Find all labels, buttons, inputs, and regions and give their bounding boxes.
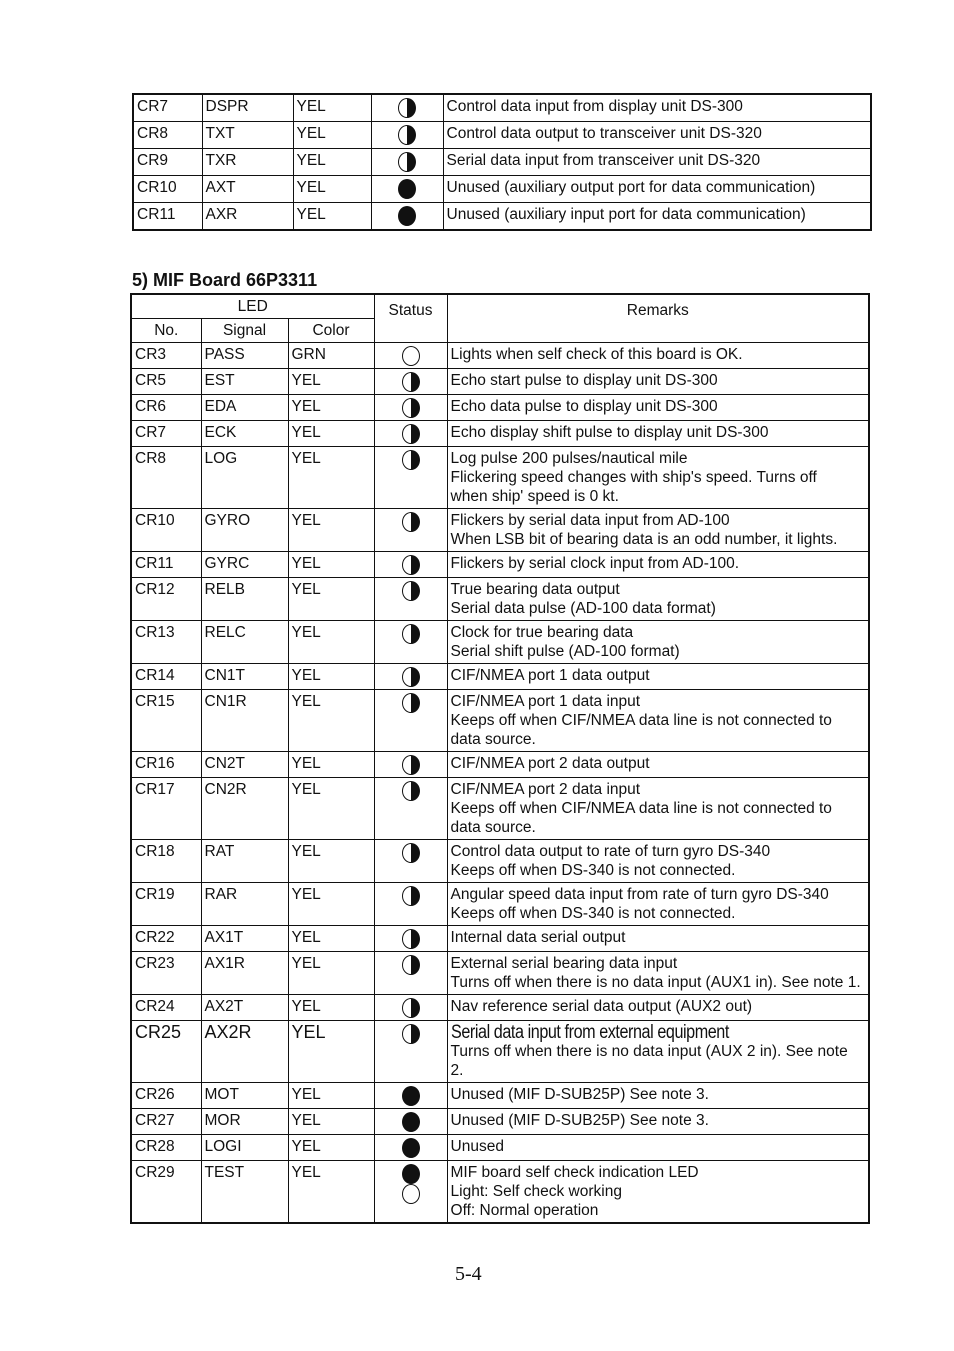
- led-color: YEL: [288, 447, 374, 509]
- led-signal: AX1T: [201, 926, 288, 952]
- remark-line: Unused (auxiliary input port for data communication): [446, 206, 806, 223]
- header-remarks: Remarks: [447, 294, 869, 343]
- led-number: CR28: [131, 1135, 201, 1161]
- led-remarks: [447, 926, 869, 952]
- remark-line: Angular speed data input from rate of turn gyro DS-340: [450, 886, 829, 903]
- led-status: [374, 995, 447, 1021]
- led-status: [371, 203, 443, 231]
- remark-line: when ship' speed is 0 kt.: [450, 488, 619, 505]
- led-status: [374, 664, 447, 690]
- led-color: YEL: [288, 369, 374, 395]
- led-number: CR11: [131, 552, 201, 578]
- led-number: CR7: [131, 421, 201, 447]
- led-status: [371, 94, 443, 122]
- table-row: [133, 122, 871, 149]
- table-row: [131, 552, 869, 578]
- remark-line: Keeps off when DS-340 is not connected.: [450, 862, 736, 879]
- led-signal: RAR: [201, 883, 288, 926]
- led-flicker-icon: [402, 693, 420, 713]
- led-color: YEL: [288, 840, 374, 883]
- led-color: YEL: [288, 926, 374, 952]
- led-status: [374, 421, 447, 447]
- led-number: CR16: [131, 752, 201, 778]
- table-row: [131, 621, 869, 664]
- led-flicker-icon: [402, 886, 420, 906]
- led-remarks: [443, 122, 871, 149]
- led-number: CR22: [131, 926, 201, 952]
- led-status: [374, 952, 447, 995]
- led-number: CR26: [131, 1083, 201, 1109]
- led-signal: AX2T: [201, 995, 288, 1021]
- table-row: [131, 369, 869, 395]
- led-remarks: [447, 447, 869, 509]
- led-signal: EST: [201, 369, 288, 395]
- table-row: [133, 94, 871, 122]
- led-status: [374, 926, 447, 952]
- led-status-stack: [378, 998, 444, 1018]
- led-status-stack: [378, 693, 444, 713]
- led-remarks: [447, 690, 869, 752]
- remark-line: Serial shift pulse (AD-100 format): [450, 643, 680, 660]
- led-number: CR8: [131, 447, 201, 509]
- led-number: CR17: [131, 778, 201, 840]
- led-number: CR8: [133, 122, 202, 149]
- led-status: [374, 578, 447, 621]
- remark-line: True bearing data output: [450, 581, 620, 598]
- table-row: [131, 926, 869, 952]
- header-no: No.: [131, 319, 201, 343]
- led-remarks: [447, 578, 869, 621]
- led-remarks: [443, 149, 871, 176]
- remark-line: Flickers by serial clock input from AD-100.: [450, 555, 740, 572]
- led-signal: RELC: [201, 621, 288, 664]
- led-signal: RELB: [201, 578, 288, 621]
- page-number: 5-4: [455, 1263, 482, 1285]
- led-color: YEL: [293, 203, 371, 231]
- led-flicker-icon: [398, 98, 416, 118]
- led-color: YEL: [288, 690, 374, 752]
- led-number: CR29: [131, 1161, 201, 1224]
- remark-line: CIF/NMEA port 2 data output: [450, 755, 650, 772]
- led-table-continued-body: [133, 94, 871, 230]
- led-number: CR15: [131, 690, 201, 752]
- remark-line: When LSB bit of bearing data is an odd number, it lights.: [450, 531, 838, 548]
- led-flicker-icon: [402, 781, 420, 801]
- led-flicker-icon: [402, 667, 420, 687]
- led-remarks: [443, 94, 871, 122]
- led-color: YEL: [288, 752, 374, 778]
- led-number: CR13: [131, 621, 201, 664]
- led-color: YEL: [288, 621, 374, 664]
- table-row: [131, 421, 869, 447]
- remark-line: Flickers by serial data input from AD-100: [450, 512, 730, 529]
- led-signal: AX1R: [201, 952, 288, 995]
- led-flicker-icon: [398, 152, 416, 172]
- led-status-stack: [378, 843, 444, 863]
- remark-line: Serial data input from transceiver unit DS-320: [446, 152, 761, 169]
- remark-line: CIF/NMEA port 1 data input: [450, 693, 641, 710]
- led-flicker-icon: [402, 998, 420, 1018]
- led-color: YEL: [288, 1083, 374, 1109]
- led-status: [371, 176, 443, 203]
- led-flicker-icon: [402, 398, 420, 418]
- table-row: [133, 149, 871, 176]
- led-status: [374, 1135, 447, 1161]
- led-status-stack: [378, 1086, 444, 1106]
- led-flicker-icon: [402, 843, 420, 863]
- led-remarks: [447, 883, 869, 926]
- remark-line: Unused (auxiliary output port for data communication): [446, 179, 816, 196]
- table-row: [131, 447, 869, 509]
- led-status: [374, 1083, 447, 1109]
- led-status: [374, 447, 447, 509]
- led-signal: GYRO: [201, 509, 288, 552]
- led-number: CR10: [133, 176, 202, 203]
- remark-line: Keeps off when DS-340 is not connected.: [450, 905, 736, 922]
- led-lit-icon: [398, 206, 416, 226]
- led-number: CR23: [131, 952, 201, 995]
- table-row: [131, 578, 869, 621]
- table-row: [131, 395, 869, 421]
- led-remarks: [447, 621, 869, 664]
- led-remarks: [447, 395, 869, 421]
- remark-line: Turns off when there is no data input (AUX1 in). See note 1.: [450, 974, 861, 991]
- led-number: CR18: [131, 840, 201, 883]
- led-number: CR5: [131, 369, 201, 395]
- led-remarks: [447, 778, 869, 840]
- table-row: [131, 778, 869, 840]
- led-flicker-icon: [402, 581, 420, 601]
- mif-board-led-table: [130, 293, 870, 1224]
- led-status-stack: [378, 781, 444, 801]
- remark-line: Control data input from display unit DS-300: [446, 98, 743, 115]
- led-remarks: [447, 1083, 869, 1109]
- led-status-stack: [378, 424, 444, 444]
- mif-table-header: [131, 294, 869, 343]
- remark-line: Control data output to transceiver unit DS-320: [446, 125, 762, 142]
- led-status-stack: [378, 624, 444, 644]
- led-signal: CN2R: [201, 778, 288, 840]
- led-color: YEL: [293, 122, 371, 149]
- led-status: [374, 752, 447, 778]
- led-remarks: [447, 1161, 869, 1224]
- table-row: [133, 203, 871, 231]
- mif-table-body: [131, 343, 869, 1224]
- led-color: YEL: [288, 952, 374, 995]
- remark-line: Lights when self check of this board is OK.: [450, 346, 743, 363]
- table-row: [131, 1083, 869, 1109]
- led-signal: EDA: [201, 395, 288, 421]
- remark-line: Internal data serial output: [450, 929, 626, 946]
- led-color: YEL: [288, 883, 374, 926]
- remark-line: Control data output to rate of turn gyro DS-340: [450, 843, 771, 860]
- led-signal: ECK: [201, 421, 288, 447]
- led-number: CR10: [131, 509, 201, 552]
- led-signal: MOR: [201, 1109, 288, 1135]
- remark-line: Unused (MIF D-SUB25P) See note 3.: [450, 1112, 709, 1129]
- led-number: CR9: [133, 149, 202, 176]
- led-remarks: [447, 552, 869, 578]
- table-row: [131, 1021, 869, 1083]
- led-color: YEL: [288, 421, 374, 447]
- led-signal: TXR: [202, 149, 293, 176]
- led-number: CR7: [133, 94, 202, 122]
- led-number: CR25: [131, 1021, 201, 1083]
- led-status: [374, 343, 447, 369]
- led-remarks: [447, 1135, 869, 1161]
- table-row: [131, 1161, 869, 1224]
- led-number: CR24: [131, 995, 201, 1021]
- led-lit-icon: [402, 1086, 420, 1106]
- header-signal: Signal: [201, 319, 288, 343]
- led-table-continued: [132, 93, 872, 231]
- led-signal: GYRC: [201, 552, 288, 578]
- led-color: YEL: [288, 395, 374, 421]
- led-number: CR14: [131, 664, 201, 690]
- led-status: [374, 395, 447, 421]
- led-remarks: [443, 176, 871, 203]
- led-status: [374, 883, 447, 926]
- remark-line: CIF/NMEA port 2 data input: [450, 781, 641, 798]
- led-number: CR27: [131, 1109, 201, 1135]
- led-flicker-icon: [402, 755, 420, 775]
- led-remarks: [447, 952, 869, 995]
- table-row: [131, 1135, 869, 1161]
- led-flicker-icon: [402, 450, 420, 470]
- led-signal: AXR: [202, 203, 293, 231]
- led-status-stack: [378, 398, 444, 418]
- led-status-stack: [378, 581, 444, 601]
- table-row: [131, 509, 869, 552]
- led-off-icon: [402, 346, 420, 366]
- led-remarks: [447, 1109, 869, 1135]
- remark-line: Keeps off when CIF/NMEA data line is not connected to: [450, 712, 832, 729]
- led-status: [374, 1109, 447, 1135]
- led-signal: LOG: [201, 447, 288, 509]
- remark-line: Unused: [450, 1138, 504, 1155]
- led-flicker-icon: [402, 955, 420, 975]
- led-signal: TEST: [201, 1161, 288, 1224]
- led-flicker-icon: [402, 929, 420, 949]
- led-status-stack: [378, 512, 444, 532]
- remark-line: Off: Normal operation: [450, 1202, 599, 1219]
- led-remarks: [447, 1021, 869, 1083]
- led-remarks: [447, 752, 869, 778]
- table-row: [131, 840, 869, 883]
- led-lit-icon: [398, 179, 416, 199]
- table-row: [133, 176, 871, 203]
- table-row: [131, 343, 869, 369]
- led-flicker-icon: [402, 624, 420, 644]
- led-status-stack: [378, 1024, 444, 1044]
- remark-line: Echo data pulse to display unit DS-300: [450, 398, 718, 415]
- led-signal: MOT: [201, 1083, 288, 1109]
- led-number: CR19: [131, 883, 201, 926]
- led-status-stack: [378, 1164, 444, 1204]
- led-status: [371, 149, 443, 176]
- remark-line: Unused (MIF D-SUB25P) See note 3.: [450, 1086, 709, 1103]
- table-row: [131, 1109, 869, 1135]
- led-status: [374, 369, 447, 395]
- led-flicker-icon: [398, 125, 416, 145]
- led-color: YEL: [288, 1109, 374, 1135]
- led-signal: PASS: [201, 343, 288, 369]
- led-status-stack: [378, 755, 444, 775]
- remark-line: Clock for true bearing data: [450, 624, 634, 641]
- header-led: LED: [131, 294, 374, 319]
- led-flicker-icon: [402, 372, 420, 392]
- led-status: [374, 621, 447, 664]
- led-status: [374, 1021, 447, 1083]
- section-title: 5) MIF Board 66P3311: [132, 270, 318, 290]
- led-status-stack: [378, 886, 444, 906]
- remark-line: Nav reference serial data output (AUX2 out): [450, 998, 753, 1015]
- led-status: [374, 778, 447, 840]
- led-signal: CN1T: [201, 664, 288, 690]
- remark-line: Echo start pulse to display unit DS-300: [450, 372, 718, 389]
- led-signal: CN1R: [201, 690, 288, 752]
- led-flicker-icon: [402, 1024, 420, 1044]
- led-color: YEL: [293, 149, 371, 176]
- led-signal: AXT: [202, 176, 293, 203]
- led-status-stack: [378, 955, 444, 975]
- led-status: [374, 509, 447, 552]
- led-signal: CN2T: [201, 752, 288, 778]
- led-color: YEL: [288, 664, 374, 690]
- led-status-stack: [378, 1112, 444, 1132]
- table-row: [131, 664, 869, 690]
- remark-line: Serial data input from external equipment: [450, 1022, 729, 1043]
- led-remarks: [447, 664, 869, 690]
- led-color: YEL: [293, 94, 371, 122]
- led-color: YEL: [288, 778, 374, 840]
- led-status-stack: [378, 555, 444, 575]
- led-color: YEL: [288, 509, 374, 552]
- led-lit-icon: [402, 1164, 420, 1184]
- led-status-stack: [378, 450, 444, 470]
- table-row: [131, 952, 869, 995]
- led-color: YEL: [288, 552, 374, 578]
- led-status-stack: [378, 346, 444, 366]
- led-number: CR3: [131, 343, 201, 369]
- led-remarks: [447, 995, 869, 1021]
- remark-line: Echo display shift pulse to display unit DS-300: [450, 424, 769, 441]
- led-color: GRN: [288, 343, 374, 369]
- table-row: [131, 752, 869, 778]
- led-color: YEL: [288, 1021, 374, 1083]
- led-remarks: [447, 509, 869, 552]
- led-remarks: [447, 369, 869, 395]
- remark-line: Keeps off when CIF/NMEA data line is not connected to: [450, 800, 832, 817]
- remark-line: MIF board self check indication LED: [450, 1164, 699, 1181]
- led-status: [374, 690, 447, 752]
- led-signal: DSPR: [202, 94, 293, 122]
- remark-line: Log pulse 200 pulses/nautical mile: [450, 450, 688, 467]
- led-remarks: [447, 343, 869, 369]
- led-status: [374, 840, 447, 883]
- table-row: [131, 995, 869, 1021]
- led-status-stack: [378, 372, 444, 392]
- remark-line: data source.: [450, 819, 536, 836]
- led-number: CR12: [131, 578, 201, 621]
- led-flicker-icon: [402, 424, 420, 444]
- led-number: CR6: [131, 395, 201, 421]
- led-signal: LOGI: [201, 1135, 288, 1161]
- remark-line: Flickering speed changes with ship's speed. Turns off: [450, 469, 817, 486]
- led-color: YEL: [288, 1135, 374, 1161]
- led-signal: AX2R: [201, 1021, 288, 1083]
- remark-line: Turns off when there is no data input (AUX 2 in). See note: [450, 1043, 848, 1060]
- led-status: [371, 122, 443, 149]
- remark-line: CIF/NMEA port 1 data output: [450, 667, 650, 684]
- led-remarks: [447, 421, 869, 447]
- remark-line: data source.: [450, 731, 536, 748]
- table-row: [131, 883, 869, 926]
- led-color: YEL: [288, 1161, 374, 1224]
- header-color: Color: [288, 319, 374, 343]
- led-status: [374, 552, 447, 578]
- led-color: YEL: [293, 176, 371, 203]
- led-status-stack: [378, 667, 444, 687]
- led-status: [374, 1161, 447, 1224]
- led-flicker-icon: [402, 512, 420, 532]
- led-color: YEL: [288, 578, 374, 621]
- led-flicker-icon: [402, 555, 420, 575]
- remark-line: Light: Self check working: [450, 1183, 622, 1200]
- led-signal: TXT: [202, 122, 293, 149]
- header-status: Status: [374, 294, 447, 343]
- led-color: YEL: [288, 995, 374, 1021]
- led-lit-icon: [402, 1112, 420, 1132]
- led-status-stack: [378, 1138, 444, 1158]
- remark-line: Serial data pulse (AD-100 data format): [450, 600, 716, 617]
- led-remarks: [443, 203, 871, 231]
- remark-line: 2.: [450, 1062, 464, 1079]
- led-status-stack: [378, 929, 444, 949]
- remark-line: External serial bearing data input: [450, 955, 678, 972]
- led-number: CR11: [133, 203, 202, 231]
- led-remarks: [447, 840, 869, 883]
- led-off-icon: [402, 1184, 420, 1204]
- led-lit-icon: [402, 1138, 420, 1158]
- led-signal: RAT: [201, 840, 288, 883]
- table-row: [131, 690, 869, 752]
